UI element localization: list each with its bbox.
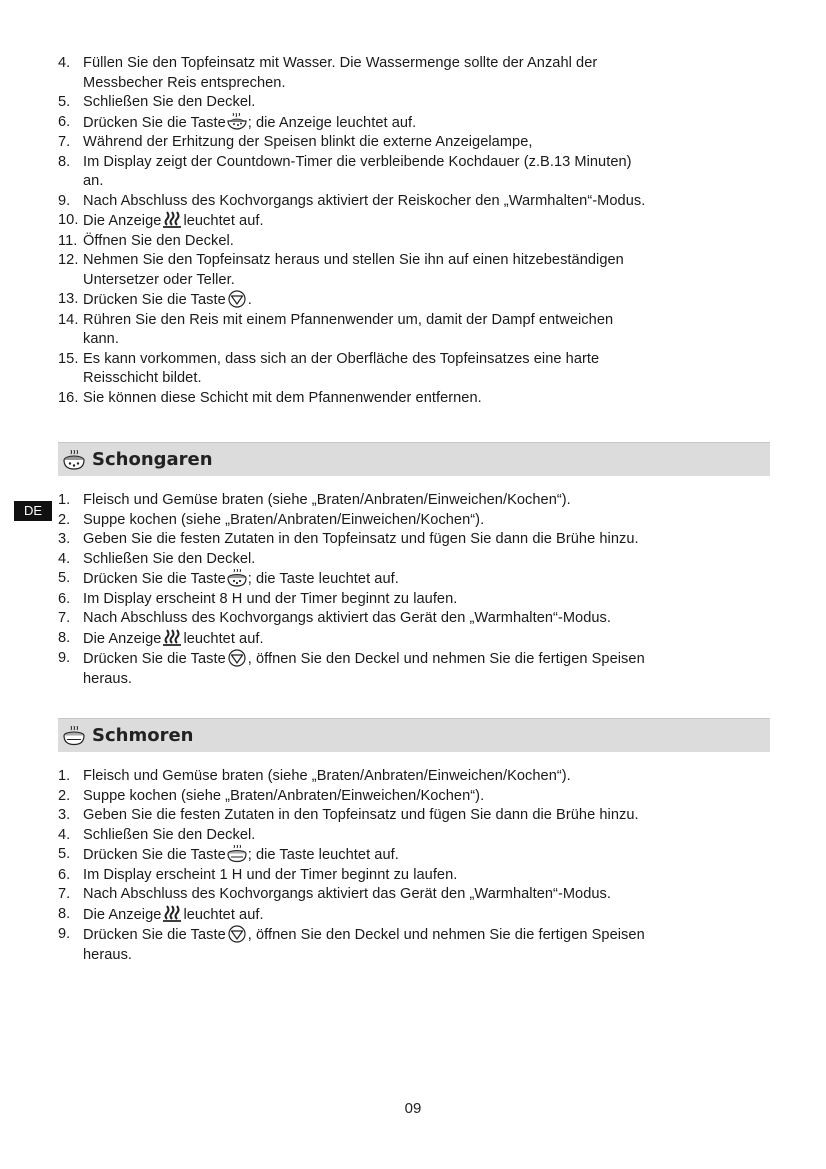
list-item [58, 251, 788, 290]
step-number: 3. [58, 807, 71, 823]
step-number: 1. [58, 768, 71, 784]
step-text: Drücken Sie die Taste [83, 571, 226, 587]
list-item [58, 133, 788, 153]
step-text: Fleisch und Gemüse braten (siehe „Braten/Anbraten/Einweichen/Kochen“). [83, 768, 571, 784]
step-number: 5. [58, 94, 71, 110]
stew-icon [62, 726, 86, 746]
stew-button-icon [226, 845, 248, 863]
step-number: 1. [58, 492, 71, 508]
slow-cook-icon [62, 450, 86, 470]
step-number: 9. [58, 926, 71, 942]
list-item [58, 511, 788, 531]
step-text: Drücken Sie die Taste [83, 927, 226, 943]
step-number: 4. [58, 55, 71, 71]
step-text-continued: kann. [83, 331, 119, 347]
step-text: Im Display zeigt der Countdown-Timer die verbleibende Kochdauer (z.B.13 Minuten) [83, 153, 632, 170]
step-text: Die Anzeige [83, 213, 162, 229]
list-item [58, 787, 788, 807]
step-number: 9. [58, 192, 71, 209]
list-item [58, 311, 788, 350]
step-text: Es kann vorkommen, dass sich an der Oberfläche des Topfeinsatzes eine harte [83, 350, 600, 367]
step-text: Suppe kochen (siehe „Braten/Anbraten/Einweichen/Kochen“). [83, 511, 485, 528]
step-text: Geben Sie die festen Zutaten in den Topfeinsatz und fügen Sie dann die Brühe hinzu. [83, 807, 639, 823]
list-item [58, 806, 788, 826]
keep-warm-icon [161, 905, 183, 923]
list-item [58, 826, 788, 846]
step-number: 2. [58, 787, 71, 804]
list-item [58, 925, 788, 965]
step-number: 12. [58, 252, 79, 268]
step-number: 11. [58, 232, 78, 249]
section-header-schongaren [58, 442, 770, 476]
step-text: Nach Abschluss des Kochvorgangs aktiviert das Gerät den „Warmhalten“-Modus. [83, 610, 612, 626]
step-number: 8. [58, 905, 71, 922]
step-text-after-icon: leuchtet auf. [183, 630, 264, 647]
step-number: 2. [58, 511, 71, 528]
page-number: 09 [404, 1100, 422, 1117]
list-item [58, 609, 788, 629]
step-text: Drücken Sie die Taste [83, 847, 226, 863]
step-text-after-icon: ; die Anzeige leuchtet auf. [247, 114, 417, 131]
list-item [58, 211, 788, 232]
step-number: 3. [58, 531, 71, 547]
list-item [58, 350, 788, 389]
list-item [58, 530, 788, 550]
step-text-continued: heraus. [83, 946, 133, 963]
step-text: Drücken Sie die Taste [83, 114, 226, 131]
step-text: Nach Abschluss des Kochvorgangs aktiviert der Reiskocher den „Warmhalten“-Modus. [83, 192, 646, 209]
instruction-list-schmoren [58, 767, 788, 965]
list-item [58, 866, 788, 886]
step-number: 4. [58, 550, 71, 567]
step-number: 7. [58, 886, 71, 902]
step-number: 6. [58, 590, 71, 607]
list-item [58, 590, 788, 610]
step-number: 5. [58, 570, 71, 586]
step-text: Nach Abschluss des Kochvorgangs aktiviert das Gerät den „Warmhalten“-Modus. [83, 886, 612, 902]
step-text: Rühren Sie den Reis mit einem Pfannenwender um, damit der Dampf entweichen [83, 311, 614, 328]
step-number: 16. [58, 389, 79, 406]
cancel-button-icon [226, 290, 248, 308]
step-text-after-icon: ; die Taste leuchtet auf. [247, 571, 399, 587]
step-text: Während der Erhitzung der Speisen blinkt die externe Anzeigelampe, [83, 134, 533, 150]
step-text-after-icon: ; die Taste leuchtet auf. [247, 847, 399, 863]
list-item [58, 389, 788, 409]
section-title: Schmoren [92, 725, 194, 746]
step-text-continued: an. [83, 173, 104, 189]
step-number: 13. [58, 291, 79, 307]
step-text-continued: heraus. [83, 670, 133, 687]
step-text: Im Display erscheint 8 H und der Timer beginnt zu laufen. [83, 590, 458, 607]
step-text: Drücken Sie die Taste [83, 651, 226, 667]
step-text: Nehmen Sie den Topfeinsatz heraus und stellen Sie ihn auf einen hitzebeständigen [83, 252, 624, 268]
list-item [58, 54, 788, 93]
step-number: 8. [58, 629, 71, 646]
step-number: 7. [58, 134, 71, 150]
step-text-continued: Untersetzer oder Teller. [83, 271, 235, 288]
language-tab: DE [14, 501, 52, 521]
list-item [58, 550, 788, 570]
step-number: 6. [58, 113, 71, 130]
cancel-button-icon [226, 925, 248, 943]
step-number: 4. [58, 826, 71, 843]
step-text-continued: Reisschicht bildet. [83, 370, 202, 386]
step-number: 7. [58, 610, 71, 626]
step-text: Füllen Sie den Topfeinsatz mit Wasser. Die Wassermenge sollte der Anzahl der [83, 55, 598, 71]
step-number: 10. [58, 212, 79, 228]
step-text-after-icon: leuchtet auf. [183, 906, 264, 923]
list-item [58, 845, 788, 866]
keep-warm-icon [161, 211, 183, 229]
cancel-button-icon [226, 649, 248, 667]
step-text-continued: Messbecher Reis entsprechen. [83, 74, 286, 91]
step-text: Suppe kochen (siehe „Braten/Anbraten/Einweichen/Kochen“). [83, 787, 485, 804]
list-item [58, 491, 788, 511]
step-text: Fleisch und Gemüse braten (siehe „Braten/Anbraten/Einweichen/Kochen“). [83, 492, 571, 508]
step-number: 14. [58, 311, 79, 328]
list-item [58, 629, 788, 650]
step-number: 15. [58, 350, 79, 367]
step-text: Drücken Sie die Taste [83, 292, 226, 308]
list-item [58, 767, 788, 787]
step-number: 9. [58, 650, 71, 666]
section-title: Schongaren [92, 449, 213, 470]
step-text: Schließen Sie den Deckel. [83, 94, 256, 110]
instruction-list-schongaren [58, 491, 788, 689]
rice-button-icon [226, 113, 248, 131]
step-text: Öffnen Sie den Deckel. [83, 232, 234, 249]
step-text-after-icon: . [247, 292, 252, 308]
step-text: Die Anzeige [83, 906, 162, 923]
list-item [58, 232, 788, 252]
list-item [58, 93, 788, 113]
step-text-after-icon: leuchtet auf. [183, 213, 264, 229]
keep-warm-icon [161, 629, 183, 647]
list-item [58, 153, 788, 192]
step-text: Schließen Sie den Deckel. [83, 550, 256, 567]
step-number: 8. [58, 153, 71, 170]
step-text: Schließen Sie den Deckel. [83, 826, 256, 843]
step-text-after-icon: , öffnen Sie den Deckel und nehmen Sie die fertigen Speisen [247, 651, 645, 667]
list-item [58, 885, 788, 905]
instruction-list-top [58, 54, 788, 408]
slow-cook-button-icon [226, 569, 248, 587]
list-item [58, 649, 788, 689]
step-text: Die Anzeige [83, 630, 162, 647]
section-header-schmoren [58, 718, 770, 752]
step-text: Geben Sie die festen Zutaten in den Topfeinsatz und fügen Sie dann die Brühe hinzu. [83, 531, 639, 547]
list-item [58, 569, 788, 590]
step-number: 6. [58, 866, 71, 883]
step-number: 5. [58, 846, 71, 862]
list-item [58, 290, 788, 311]
list-item [58, 905, 788, 926]
list-item [58, 192, 788, 212]
list-item [58, 113, 788, 134]
step-text-after-icon: , öffnen Sie den Deckel und nehmen Sie die fertigen Speisen [247, 927, 645, 943]
step-text: Im Display erscheint 1 H und der Timer beginnt zu laufen. [83, 866, 458, 883]
step-text: Sie können diese Schicht mit dem Pfannenwender entfernen. [83, 389, 482, 406]
